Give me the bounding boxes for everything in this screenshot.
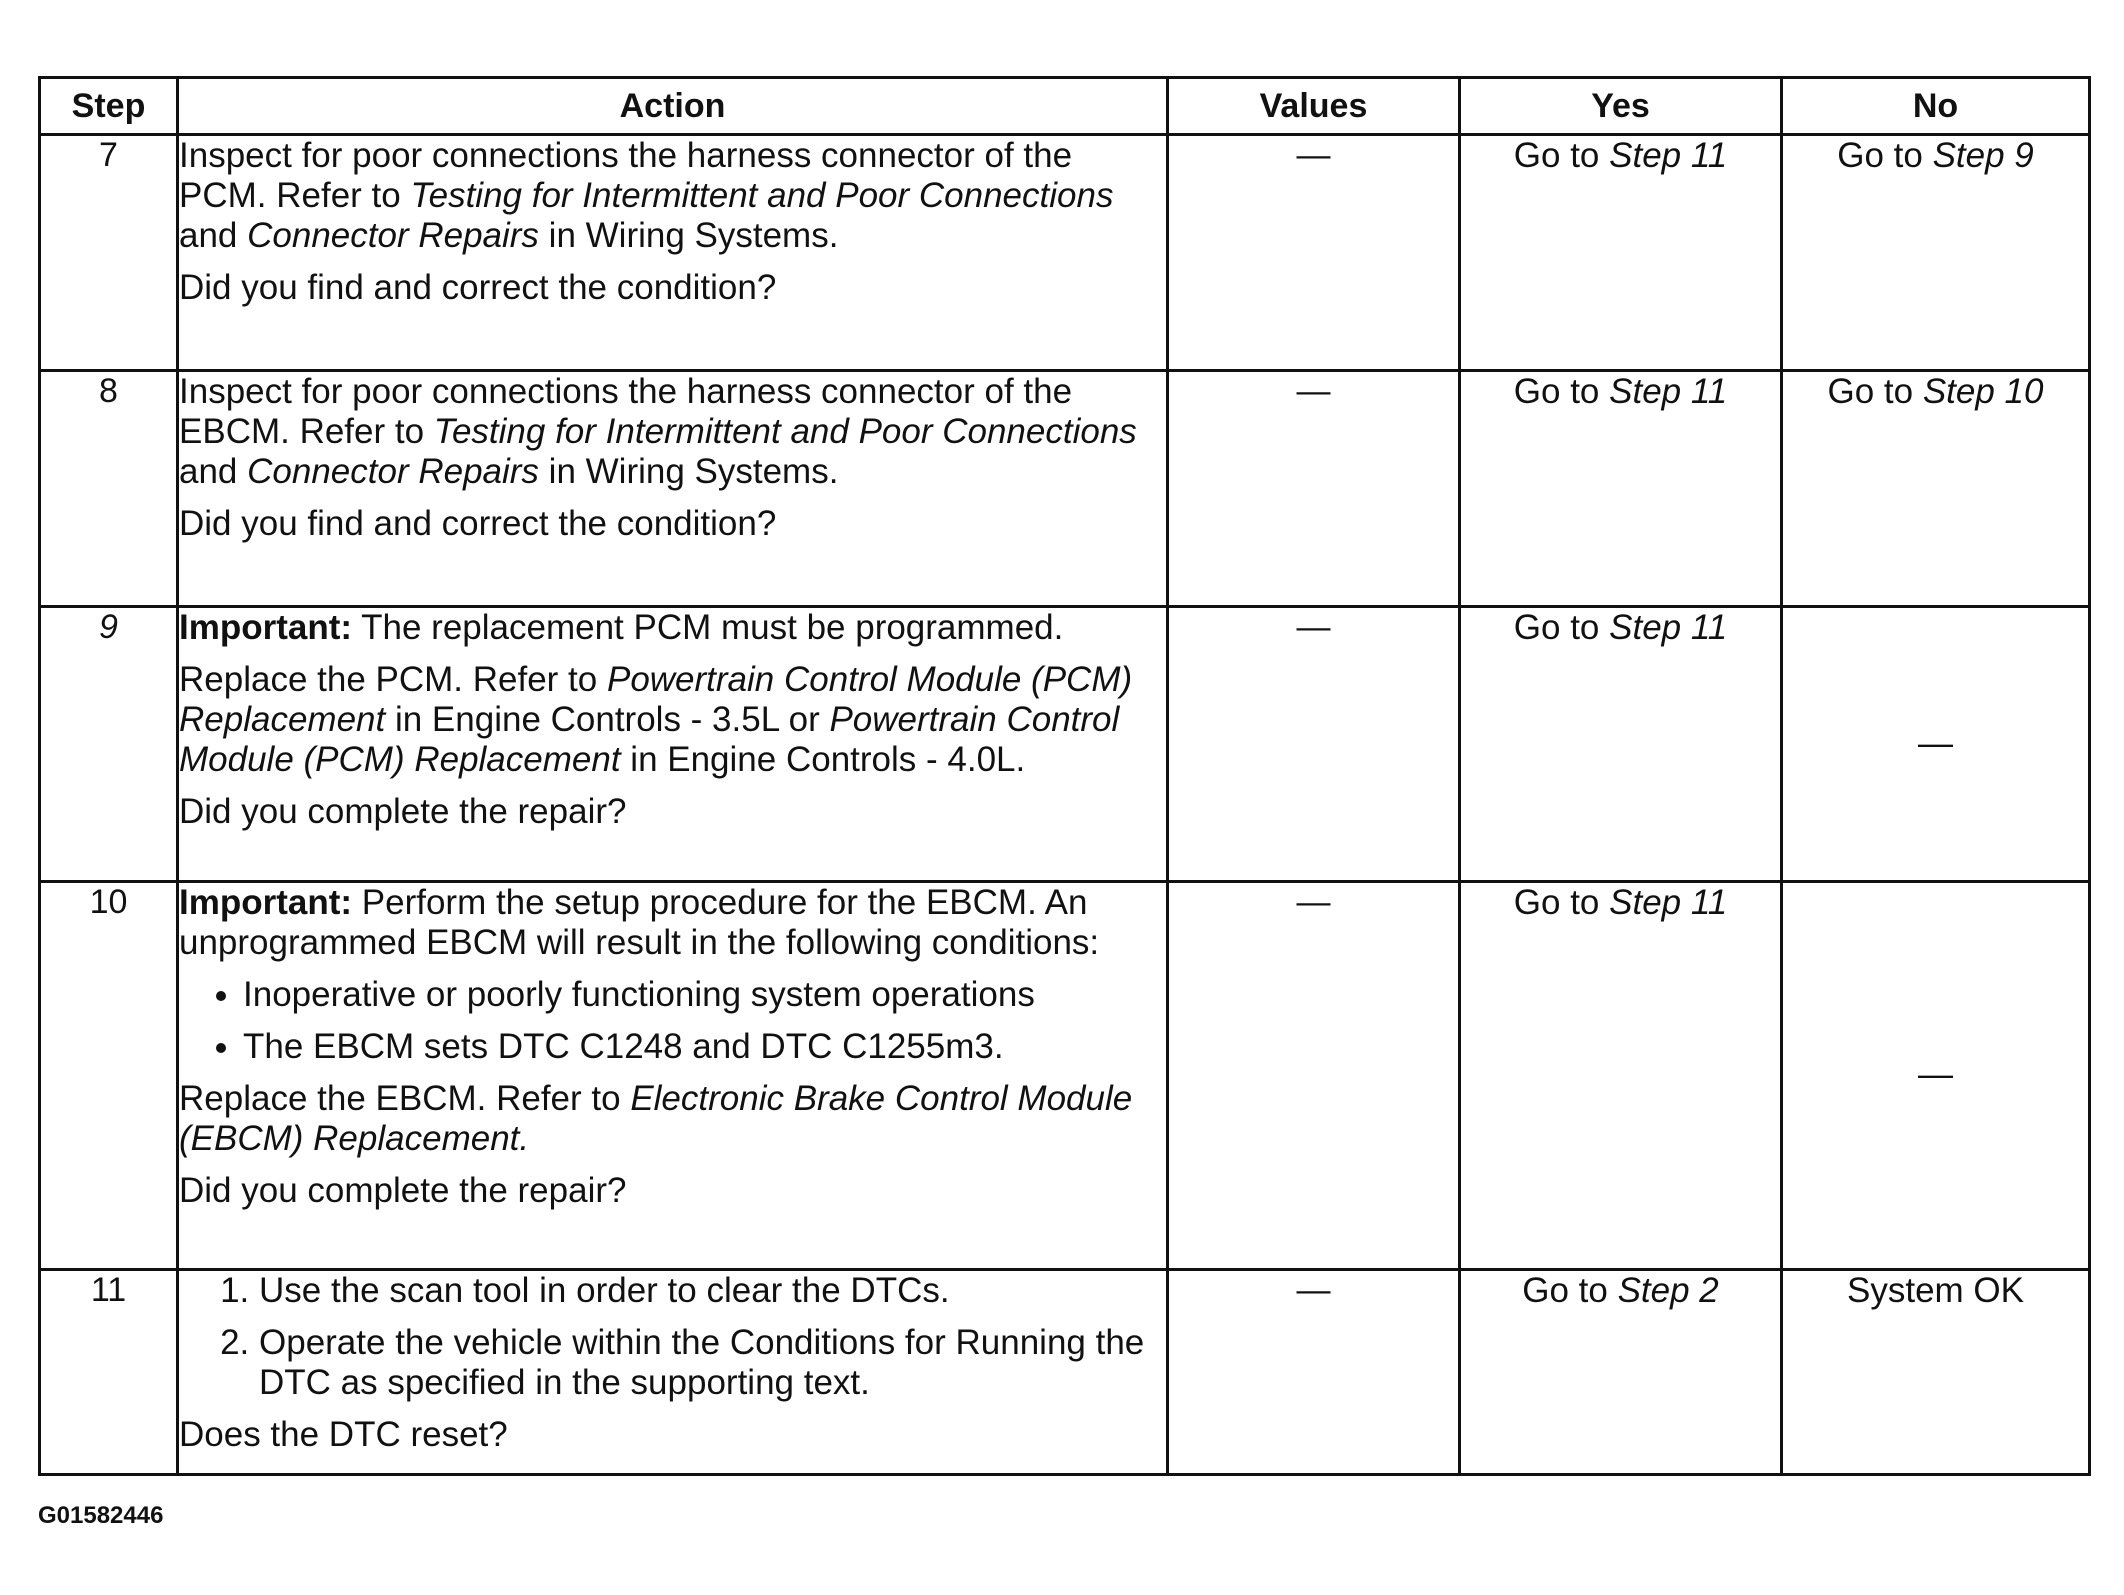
action-paragraph — [179, 504, 1166, 544]
step-number: 11 — [40, 1269, 178, 1474]
text-run: in Engine Controls - 3.5L or — [385, 700, 830, 740]
step-number: 8 — [40, 371, 178, 607]
header-row — [40, 78, 2090, 135]
text-run: Replace the PCM. Refer to — [179, 660, 607, 700]
figure-id: G01582446 — [38, 1502, 164, 1529]
text-run: in Wiring Systems. — [538, 216, 839, 255]
list-item: • The EBCM sets DTC C1248 and DTC C1255m3. — [243, 1027, 1166, 1067]
text-run: Step 11 — [1609, 136, 1728, 175]
header-no: No — [1782, 78, 2090, 135]
text-run: Step 2 — [1617, 1270, 1719, 1310]
text-run: — — [1918, 1055, 1953, 1095]
text-run: Go to — [1513, 136, 1610, 175]
text-run: Connector Repairs — [247, 452, 539, 492]
text-run: Did you find and correct the condition? — [179, 268, 777, 307]
text-run: and — [179, 452, 248, 492]
yes-cell — [1460, 135, 1782, 371]
action-paragraph — [179, 372, 1166, 492]
no-cell — [1782, 607, 2090, 881]
text-run: Step 11 — [1609, 372, 1728, 412]
action-cell — [178, 881, 1168, 1269]
table-row — [40, 371, 2090, 607]
action-paragraph — [179, 1415, 1166, 1455]
text-run: Powertrain Control Module (PCM) Replacement — [179, 700, 1120, 780]
action-paragraph — [179, 608, 1166, 648]
text-run: Perform the setup procedure for the EBCM. An unprogrammed EBCM will result in the following conditions: — [179, 882, 1100, 962]
text-run: Important: — [179, 882, 353, 922]
values-cell: — — [1168, 881, 1460, 1269]
step-number: 9 — [40, 607, 178, 881]
table-row — [40, 607, 2090, 881]
text-run: Testing for Intermittent and Poor Connections — [410, 176, 1114, 215]
text-run: Step 11 — [1609, 882, 1728, 922]
text-run: Step 10 — [1922, 372, 2044, 412]
action-paragraph — [179, 660, 1166, 780]
table-row — [40, 881, 2090, 1269]
no-cell — [1782, 135, 2090, 371]
text-run: Go to — [1837, 136, 1933, 175]
values-cell: — — [1168, 1269, 1460, 1474]
action-paragraph — [179, 792, 1166, 832]
text-run: Go to — [1513, 882, 1610, 922]
list-item: 1. Use the scan tool in order to clear the DTCs. — [259, 1271, 1166, 1311]
header-step: Step — [40, 78, 178, 135]
action-cell — [178, 607, 1168, 881]
text-run: Testing for Intermittent and Poor Connections — [433, 412, 1137, 452]
list-item: • Inoperative or poorly functioning system operations — [243, 975, 1166, 1015]
text-run: and — [179, 216, 248, 255]
yes-cell — [1460, 371, 1782, 607]
text-run: Powertrain Control Module (PCM) Replacement — [179, 660, 1133, 740]
values-cell: — — [1168, 135, 1460, 371]
action-paragraph — [179, 136, 1166, 256]
text-run: Inspect for poor connections the harness connector of the PCM. Refer to — [179, 136, 1073, 215]
header-values: Values — [1168, 78, 1460, 135]
text-run: Connector Repairs — [247, 216, 539, 255]
header-yes: Yes — [1460, 78, 1782, 135]
step-number: 10 — [40, 881, 178, 1269]
text-run: Go to — [1827, 372, 1923, 412]
text-run: Inspect for poor connections the harness connector of the EBCM. Refer to — [179, 372, 1073, 452]
text-run: Did you complete the repair? — [179, 792, 627, 832]
table-row — [40, 1269, 2090, 1474]
text-run: Important: — [179, 608, 353, 648]
text-run: Does the DTC reset? — [179, 1414, 508, 1454]
text-run: Step 9 — [1932, 136, 2034, 175]
text-run: Go to — [1513, 372, 1610, 412]
text-run: System OK — [1847, 1270, 2024, 1310]
bullet-list — [179, 975, 1166, 1067]
no-cell — [1782, 1269, 2090, 1474]
text-run: Replace the EBCM. Refer to — [179, 1078, 631, 1118]
yes-cell — [1460, 607, 1782, 881]
text-run: Go to — [1513, 608, 1610, 648]
action-paragraph — [179, 883, 1166, 963]
step-number: 7 — [40, 135, 178, 371]
header-action: Action — [178, 78, 1168, 135]
text-run: Step 11 — [1609, 608, 1728, 648]
text-run: Did you find and correct the condition? — [179, 504, 777, 544]
table-row — [40, 135, 2090, 371]
no-cell — [1782, 371, 2090, 607]
values-cell: — — [1168, 371, 1460, 607]
text-run: Did you complete the repair? — [179, 1170, 627, 1210]
numbered-list — [179, 1271, 1166, 1403]
list-item: 2. Operate the vehicle within the Conditions for Running the DTC as specified in the supporting text. — [259, 1323, 1166, 1403]
text-run: The replacement PCM must be programmed. — [352, 608, 1064, 648]
action-paragraph — [179, 268, 1166, 308]
text-run: Electronic Brake Control Module (EBCM) Replacement. — [179, 1078, 1133, 1158]
action-paragraph — [179, 1171, 1166, 1211]
action-cell — [178, 135, 1168, 371]
diagnostic-table — [38, 76, 2091, 1476]
no-cell — [1782, 881, 2090, 1269]
yes-cell — [1460, 1269, 1782, 1474]
action-cell — [178, 1269, 1168, 1474]
action-cell — [178, 371, 1168, 607]
yes-cell — [1460, 881, 1782, 1269]
text-run: in Wiring Systems. — [538, 452, 839, 492]
text-run: in Engine Controls - 4.0L. — [620, 740, 1026, 780]
values-cell: — — [1168, 607, 1460, 881]
text-run: — — [1918, 723, 1953, 763]
action-paragraph — [179, 1079, 1166, 1159]
text-run: Go to — [1522, 1270, 1618, 1310]
